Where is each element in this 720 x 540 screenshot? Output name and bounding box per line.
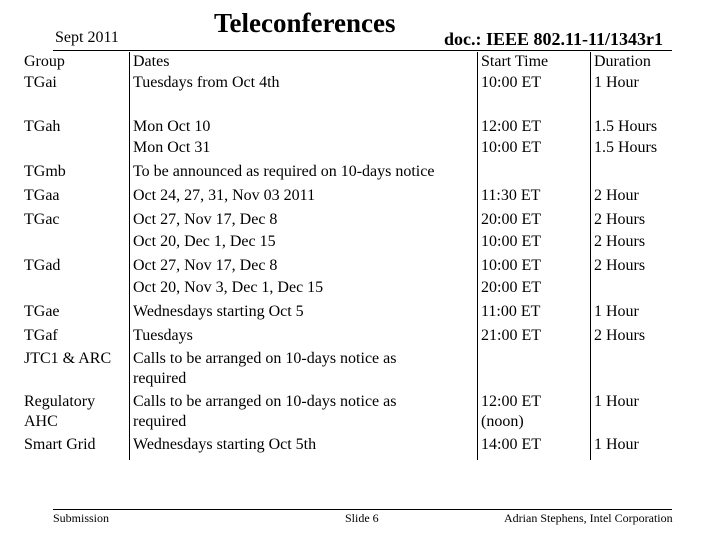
start-time-cell: (noon) bbox=[481, 413, 524, 430]
dates-cell: To be announced as required on 10-days notice bbox=[133, 163, 435, 180]
dates-cell: Wednesdays starting Oct 5th bbox=[133, 436, 317, 453]
start-time-cell: 12:00 ET bbox=[481, 393, 541, 410]
group-cell: AHC bbox=[24, 413, 58, 430]
duration-cell: 2 Hours bbox=[594, 233, 646, 250]
group-cell: TGaf bbox=[24, 327, 58, 344]
header-rule bbox=[53, 50, 672, 51]
dates-cell: required bbox=[133, 413, 187, 430]
dates-cell: Oct 27, Nov 17, Dec 8 bbox=[133, 211, 278, 228]
duration-cell: 2 Hours bbox=[594, 257, 646, 274]
column-header-duration: Duration bbox=[594, 53, 651, 70]
group-cell: Regulatory bbox=[24, 393, 96, 410]
column-divider bbox=[590, 52, 591, 460]
footer-author: Adrian Stephens, Intel Corporation bbox=[504, 511, 673, 525]
footer-submission: Submission bbox=[53, 511, 110, 525]
column-header-start-time: Start Time bbox=[481, 53, 549, 70]
dates-cell: Mon Oct 31 bbox=[133, 139, 211, 156]
document-id: doc.: IEEE 802.11-11/1343r1 bbox=[444, 29, 664, 49]
duration-cell: 1 Hour bbox=[594, 303, 639, 320]
dates-cell: Oct 27, Nov 17, Dec 8 bbox=[133, 257, 278, 274]
duration-cell: 1 Hour bbox=[594, 436, 639, 453]
duration-cell: 1 Hour bbox=[594, 74, 639, 91]
dates-cell: required bbox=[133, 370, 187, 387]
start-time-cell: 20:00 ET bbox=[481, 279, 541, 296]
dates-cell: Oct 20, Dec 1, Dec 15 bbox=[133, 233, 276, 250]
start-time-cell: 10:00 ET bbox=[481, 257, 541, 274]
group-cell: TGaa bbox=[24, 187, 60, 204]
group-cell: TGmb bbox=[24, 163, 66, 180]
start-time-cell: 10:00 ET bbox=[481, 74, 541, 91]
column-divider bbox=[477, 52, 478, 460]
column-header-group: Group bbox=[24, 53, 65, 70]
dates-cell: Wednesdays starting Oct 5 bbox=[133, 303, 304, 320]
start-time-cell: 11:30 ET bbox=[481, 187, 541, 204]
group-cell: TGac bbox=[24, 211, 60, 228]
dates-cell: Tuesdays from Oct 4th bbox=[133, 74, 280, 91]
duration-cell: 1.5 Hours bbox=[594, 118, 658, 135]
duration-cell: 2 Hours bbox=[594, 211, 646, 228]
group-cell: JTC1 & ARC bbox=[24, 350, 112, 367]
slide-title: Teleconferences bbox=[214, 8, 396, 38]
footer-rule bbox=[53, 509, 672, 510]
group-cell: Smart Grid bbox=[24, 436, 96, 453]
column-header-dates: Dates bbox=[133, 53, 170, 70]
duration-cell: 1 Hour bbox=[594, 393, 639, 410]
group-cell: TGah bbox=[24, 118, 61, 135]
start-time-cell: 10:00 ET bbox=[481, 139, 541, 156]
start-time-cell: 11:00 ET bbox=[481, 303, 541, 320]
group-cell: TGai bbox=[24, 74, 57, 91]
duration-cell: 1.5 Hours bbox=[594, 139, 658, 156]
start-time-cell: 21:00 ET bbox=[481, 327, 541, 344]
dates-cell: Tuesdays bbox=[133, 327, 193, 344]
dates-cell: Calls to be arranged on 10-days notice as bbox=[133, 393, 397, 410]
duration-cell: 2 Hour bbox=[594, 187, 639, 204]
start-time-cell: 10:00 ET bbox=[481, 233, 541, 250]
start-time-cell: 12:00 ET bbox=[481, 118, 541, 135]
start-time-cell: 14:00 ET bbox=[481, 436, 541, 453]
dates-cell: Calls to be arranged on 10-days notice as bbox=[133, 350, 397, 367]
dates-cell: Mon Oct 10 bbox=[133, 118, 211, 135]
group-cell: TGae bbox=[24, 303, 60, 320]
column-divider bbox=[129, 52, 130, 460]
header-date: Sept 2011 bbox=[55, 29, 119, 46]
duration-cell: 2 Hours bbox=[594, 327, 646, 344]
footer-slide-number: Slide 6 bbox=[345, 511, 379, 525]
group-cell: TGad bbox=[24, 257, 61, 274]
dates-cell: Oct 24, 27, 31, Nov 03 2011 bbox=[133, 187, 316, 204]
start-time-cell: 20:00 ET bbox=[481, 211, 541, 228]
dates-cell: Oct 20, Nov 3, Dec 1, Dec 15 bbox=[133, 279, 324, 296]
